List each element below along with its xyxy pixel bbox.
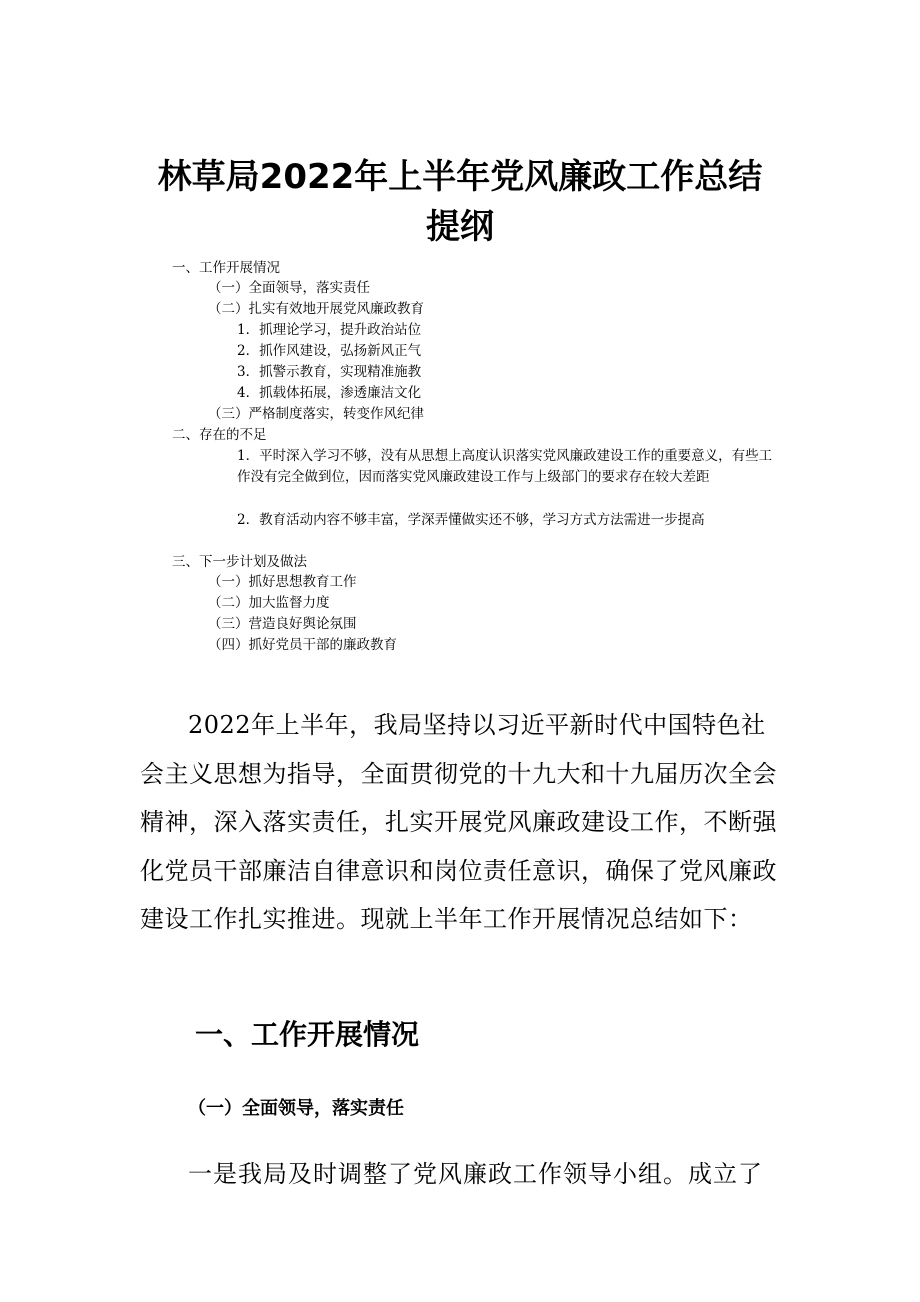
- document-title: 林草局2022年上半年党风廉政工作总结: [157, 157, 763, 197]
- outline-item: （一）抓好思想教育工作: [208, 574, 357, 590]
- outline-item: （三）严格制度落实，转变作风纪律: [208, 406, 424, 422]
- intro-paragraph: 2022年上半年，我局坚持以习近平新时代中国特色社会主义思想为指导，全面贯彻党的十九大和十九届历次全会精神，深入落实责任，扎实开展党风廉政建设工作，不断强化党员干部廉洁自律意识和岗位责任意识，确保了党风廉政建设工作扎实推进。现就上半年工作开展情况总结如下：: [140, 711, 777, 933]
- outline-item: （二）加大监督力度: [208, 595, 330, 611]
- body-paragraph: 一是我局及时调整了党风廉政工作领导小组。成立了: [188, 1160, 763, 1188]
- outline-subitem: 2．教育活动内容不够丰富，学深弄懂做实还不够，学习方式方法需进一步提高: [237, 512, 705, 528]
- outline-item: （三）营造良好舆论氛围: [208, 616, 357, 632]
- outline-item: （一）全面领导，落实责任: [208, 280, 370, 296]
- outline-section-2: 二、存在的不足: [172, 427, 267, 443]
- section-heading: 一、工作开展情况: [195, 1018, 420, 1051]
- outline-section-3: 三、下一步计划及做法: [172, 554, 307, 570]
- outline-subitem: 3．抓警示教育，实现精准施教: [237, 364, 422, 380]
- outline-item: （四）抓好党员干部的廉政教育: [208, 637, 397, 653]
- outline-subitem: 1．平时深入学习不够，没有从思想上高度认识落实党风廉政建设工作的重要意义，有些工作没有完全做到位，因而落实党风廉政建设工作与上级部门的要求存在较大差距: [237, 448, 773, 485]
- subsection-heading: （一）全面领导，落实责任: [188, 1098, 404, 1119]
- outline-subitem: 4．抓载体拓展，渗透廉洁文化: [237, 385, 422, 401]
- outline-item: （二）扎实有效地开展党风廉政教育: [208, 301, 424, 317]
- outline-subitem: 1．抓理论学习，提升政治站位: [237, 322, 422, 338]
- outline-section-1: 一、工作开展情况: [172, 260, 280, 276]
- document-title-continued: 提纲: [426, 207, 494, 247]
- outline-subitem: 2．抓作风建设，弘扬新风正气: [237, 343, 422, 359]
